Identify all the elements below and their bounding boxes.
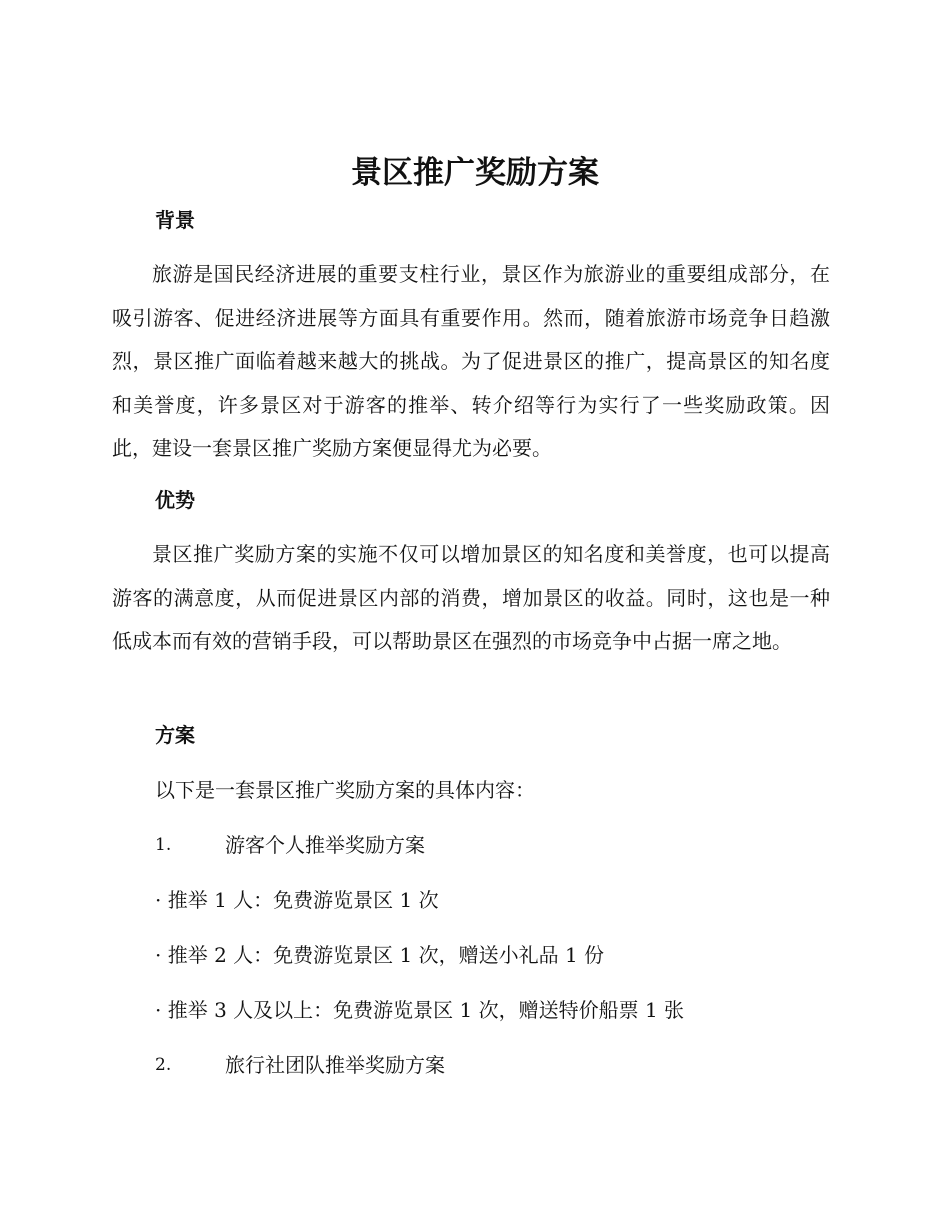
- bullet-item: · 推举 2 人：免费游览景区 1 次，赠送小礼品 1 份: [155, 943, 605, 967]
- document-title: 景区推广奖励方案: [351, 155, 599, 191]
- paragraph-background: 旅游是国民经济进展的重要支柱行业，景区作为旅游业的重要组成部分，在吸引游客、促进经济进展等方面具有重要作用。然而，随着旅游市场竞争日趋激烈，景区推广面临着越来越大的挑战。为了促进景区的推广，提高景区的知名度和美誉度，许多景区对于游客的推举、转介绍等行为实行了一些奖励政策。因此，建设一套景区推广奖励方案便显得尤为必要。: [112, 262, 830, 460]
- paragraph-advantage: 景区推广奖励方案的实施不仅可以增加景区的知名度和美誉度，也可以提高游客的满意度，从而促进景区内部的消费，增加景区的收益。同时，这也是一种低成本而有效的营销手段，可以帮助景区在强烈的市场竞争中占据一席之地。: [112, 542, 830, 653]
- bullet-item: · 推举 1 人：免费游览景区 1 次: [155, 888, 439, 912]
- heading-background: 背景: [155, 208, 195, 232]
- list-item-2-title: 旅行社团队推举奖励方案: [225, 1053, 445, 1077]
- bullet-item: · 推举 3 人及以上：免费游览景区 1 次，赠送特价船票 1 张: [155, 998, 685, 1022]
- list-number-2: 2.: [155, 1055, 172, 1075]
- heading-plan: 方案: [155, 723, 195, 747]
- list-number-1: 1.: [155, 835, 172, 855]
- heading-advantage: 优势: [155, 488, 195, 512]
- plan-intro: 以下是一套景区推广奖励方案的具体内容：: [155, 778, 535, 802]
- list-item-1-title: 游客个人推举奖励方案: [225, 833, 425, 857]
